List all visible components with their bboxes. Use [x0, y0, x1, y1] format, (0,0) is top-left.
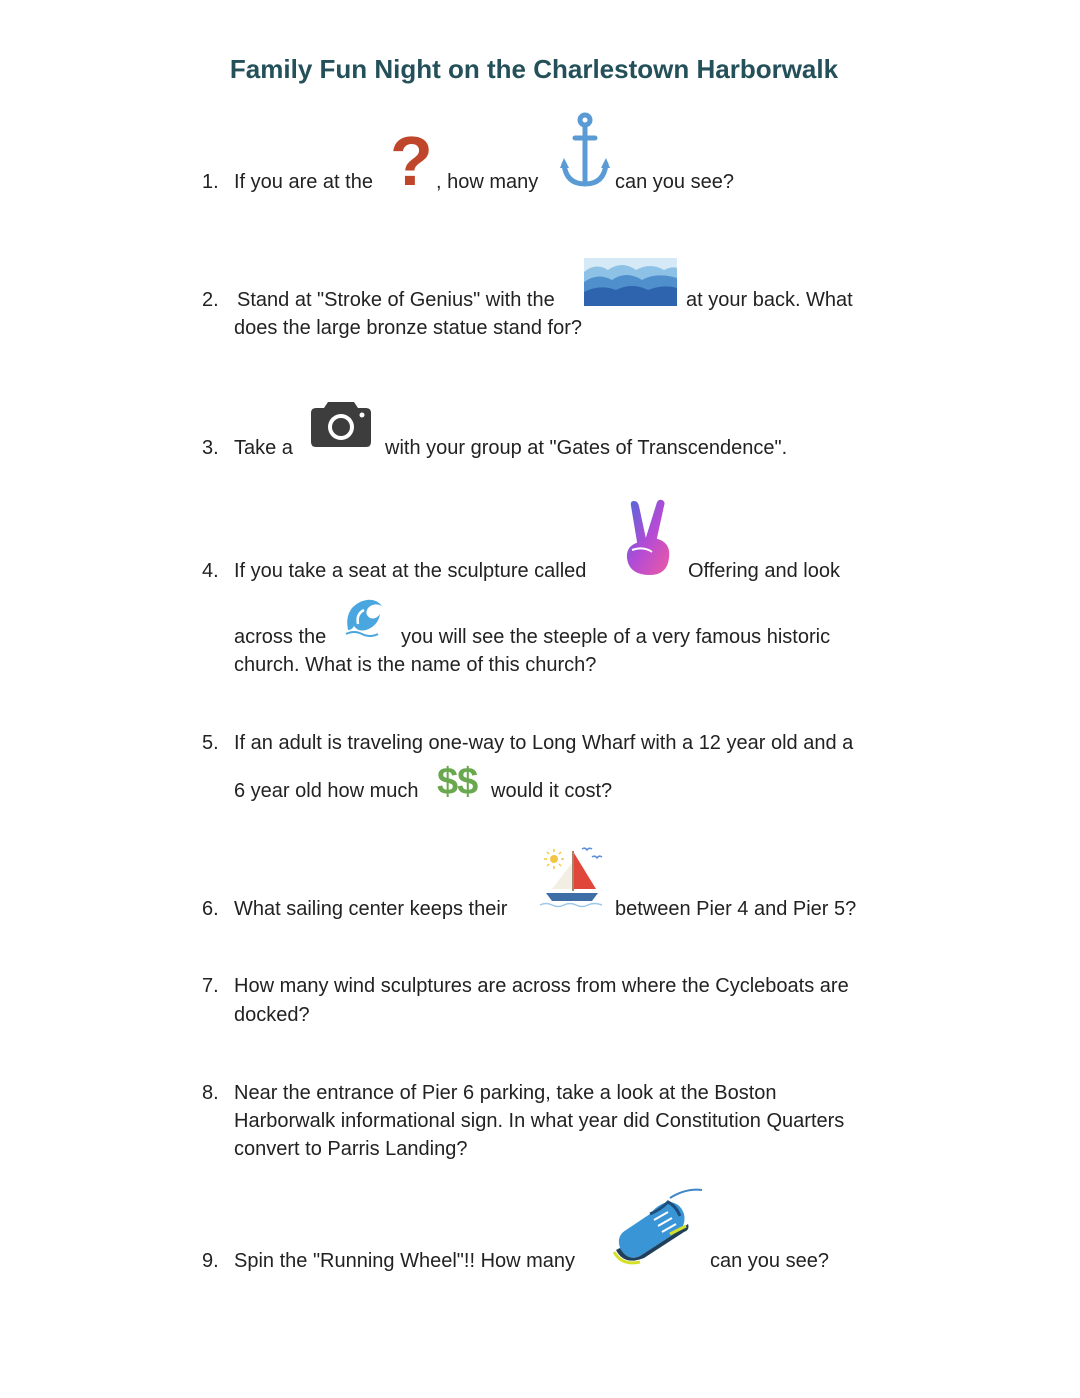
question-text: can you see?	[710, 1250, 829, 1272]
question-text: docked?	[234, 1004, 310, 1026]
question-text: How many wind sculptures are across from where the Cycleboats are	[234, 975, 849, 997]
question-text: at your back. What	[686, 289, 853, 311]
question-text: across the	[234, 626, 327, 648]
question-number: 2.	[202, 289, 219, 311]
question-mark-icon: ?	[390, 122, 433, 200]
question-text: Stand at "Stroke of Genius" with the	[237, 289, 555, 311]
page-title: Family Fun Night on the Charlestown Harborwalk	[229, 54, 839, 84]
sailboat-icon	[538, 845, 604, 911]
question-text: would it cost?	[491, 780, 613, 802]
question-number: 8.	[202, 1082, 219, 1104]
question-number: 4.	[202, 560, 219, 582]
question-text: can you see?	[615, 171, 734, 193]
question-number: 5.	[202, 732, 219, 754]
question-number: 6.	[202, 898, 219, 920]
running-shoe-icon	[610, 1186, 706, 1268]
question-text: between Pier 4 and Pier 5?	[615, 898, 857, 920]
peace-hand-icon	[620, 498, 678, 578]
question-text: Spin the "Running Wheel"!! How many	[234, 1250, 576, 1272]
question-text: Offering and look	[688, 560, 840, 582]
question-text: If you are at the	[234, 171, 373, 193]
ocean-waves-icon	[584, 258, 677, 306]
question-text: What sailing center keeps their	[234, 898, 508, 920]
question-text: does the large bronze statue stand for?	[234, 317, 583, 339]
question-text: church. What is the name of this church?	[234, 654, 597, 676]
question-number: 1.	[202, 171, 219, 193]
question-number: 7.	[202, 975, 219, 997]
question-text: If you take a seat at the sculpture called	[234, 560, 587, 582]
question-text: convert to Parris Landing?	[234, 1138, 468, 1160]
anchor-icon	[560, 112, 610, 190]
question-text: with your group at "Gates of Transcendence".	[385, 437, 788, 459]
question-text: you will see the steeple of a very famous historic	[401, 626, 831, 648]
question-text: Near the entrance of Pier 6 parking, take a look at the Boston	[234, 1082, 777, 1104]
question-number: 9.	[202, 1250, 219, 1272]
question-text: Take a	[234, 437, 293, 459]
question-text: Harborwalk informational sign. In what year did Constitution Quarters	[234, 1110, 845, 1132]
dollar-signs-icon: $$	[437, 761, 478, 803]
question-text: 6 year old how much	[234, 780, 419, 802]
camera-icon	[310, 398, 372, 448]
question-text: If an adult is traveling one-way to Long Wharf with a 12 year old and a	[234, 732, 854, 754]
question-number: 3.	[202, 437, 219, 459]
water-wave-icon	[344, 596, 386, 638]
question-text: , how many	[436, 171, 539, 193]
